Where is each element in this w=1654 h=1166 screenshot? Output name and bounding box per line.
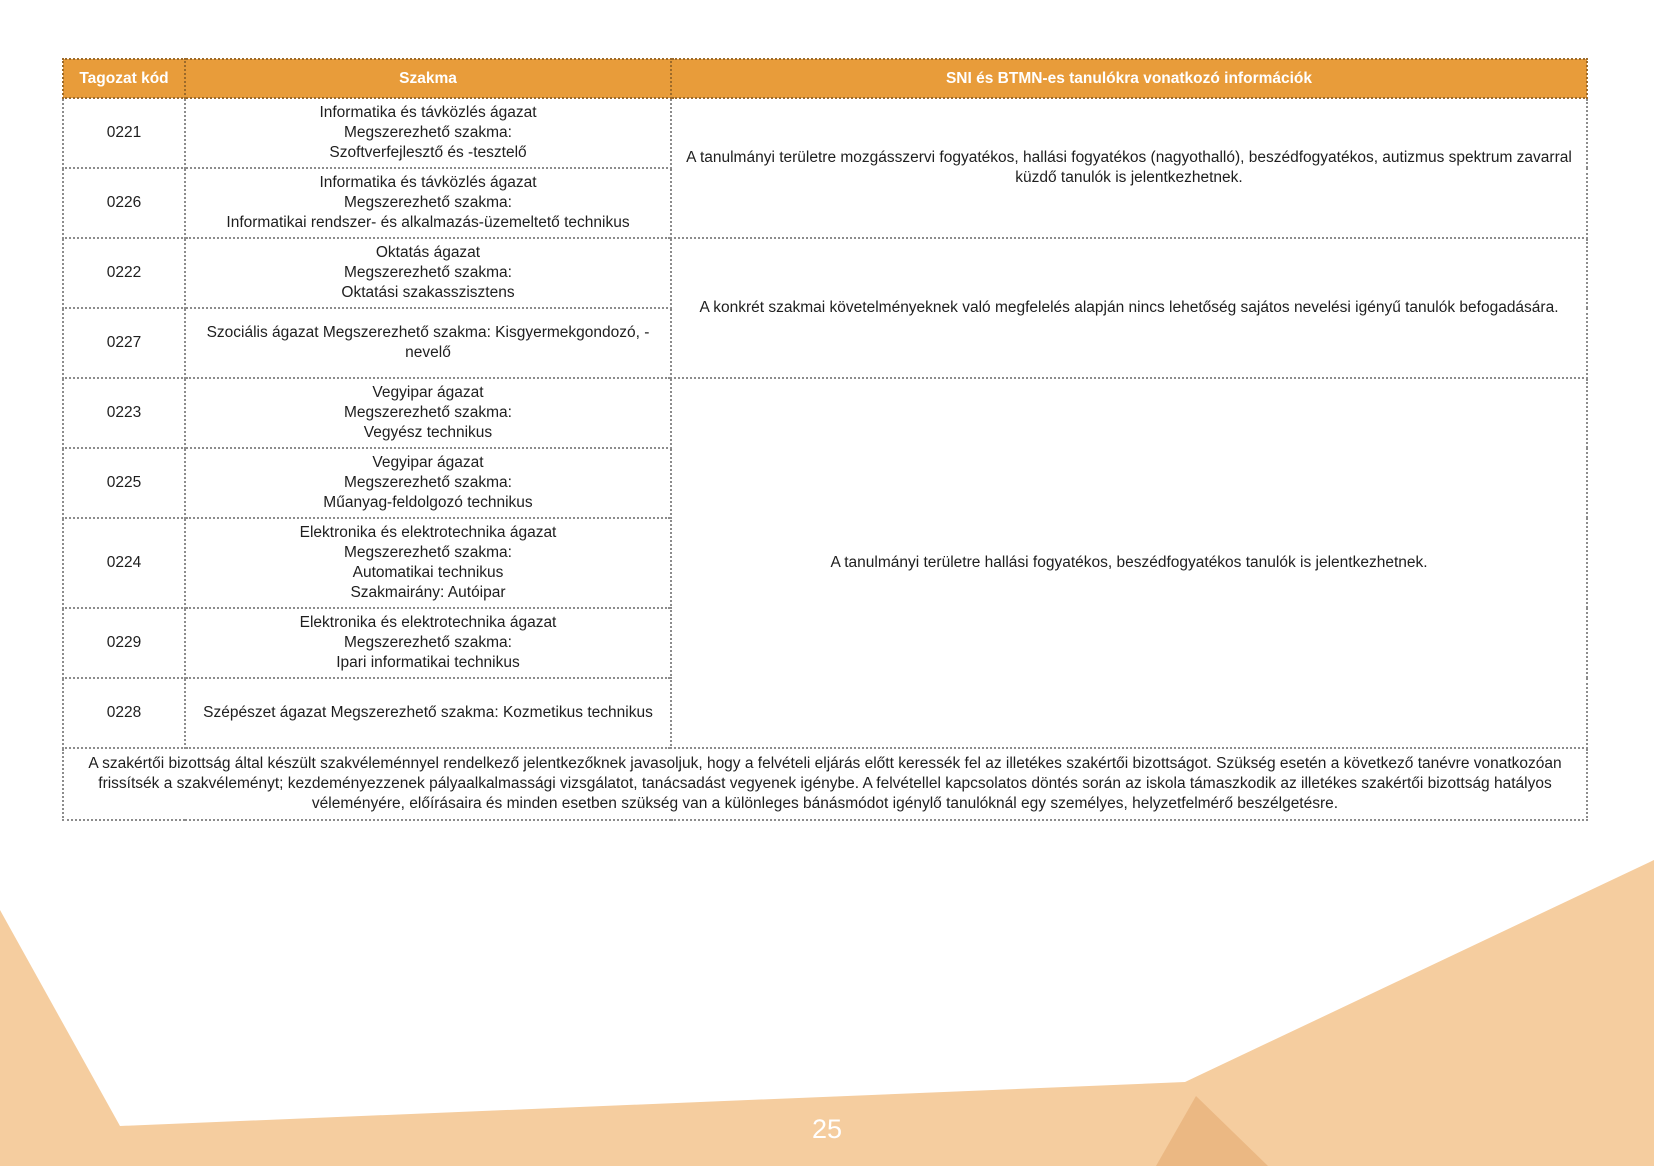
profession-line: Vegyipar ágazat	[372, 454, 484, 471]
profession-line: Vegyész technikus	[363, 424, 493, 441]
row-code: 0224	[63, 518, 185, 608]
row-profession	[185, 448, 671, 518]
row-code: 0229	[63, 608, 185, 678]
profession-line: Ipari informatikai technikus	[336, 654, 520, 671]
footer-note: A szakértői bizottság által készült szakvéleménnyel rendelkező jelentkezőknek javasoljuk, hogy a felvételi eljárás előtt keressék fel az illetékes szakértői bizottságot. Szükség esetén a következő tanévre vonatkozóan frissítsék a szakvéleményt; kezdeményezzenek pályaalkalmassági vizsgálatot, tanácsadást vegyenek igénybe. A felvétellel kapcsolatos döntés során az iskola támaszkodik az illetékes szakértői bizottság hatályos véleményére, előírásaira és minden esetben szükség van a különleges bánásmódot igénylő tanulóknál egy személyes, helyzetfelmérő beszélgetésre.	[63, 748, 1587, 820]
row-profession: Szociális ágazat Megszerezhető szakma: Kisgyermekgondozó, -nevelő	[185, 308, 671, 378]
row-code: 0223	[63, 378, 185, 448]
row-profession	[185, 608, 671, 678]
profession-line: Megszerezhető szakma:	[344, 544, 512, 561]
profession-line: Megszerezhető szakma:	[344, 124, 512, 141]
table-row	[63, 98, 1587, 168]
profession-line: Oktatás ágazat	[375, 244, 481, 261]
table-row	[63, 238, 1587, 308]
profession-line: Informatika és távközlés ágazat	[319, 174, 537, 191]
table-header-row	[63, 59, 1587, 98]
row-code: 0227	[63, 308, 185, 378]
row-code: 0226	[63, 168, 185, 238]
header-profession: Szakma	[185, 59, 671, 98]
sni-info-table	[62, 58, 1588, 821]
info-group-1: A tanulmányi területre mozgásszervi fogyatékos, hallási fogyatékos (nagyothalló), beszédfogyatékos, autizmus spektrum zavarral küzdő tanulók is jelentkezhetnek.	[671, 98, 1587, 238]
row-code: 0228	[63, 678, 185, 748]
decor-shape-left	[0, 910, 120, 1126]
profession-line: Megszerezhető szakma:	[344, 264, 512, 281]
profession-line: Megszerezhető szakma:	[344, 404, 512, 421]
profession-line: Elektronika és elektrotechnika ágazat	[299, 614, 557, 631]
row-profession	[185, 518, 671, 608]
profession-line: Szoftverfejlesztő és -tesztelő	[329, 144, 527, 161]
header-code: Tagozat kód	[63, 59, 185, 98]
profession-line: Megszerezhető szakma:	[344, 474, 512, 491]
row-code: 0222	[63, 238, 185, 308]
row-profession	[185, 378, 671, 448]
profession-line: Automatikai technikus	[352, 564, 504, 581]
profession-line: Vegyipar ágazat	[372, 384, 484, 401]
row-code: 0221	[63, 98, 185, 168]
page-number: 25	[811, 1114, 843, 1144]
profession-line: Elektronika és elektrotechnika ágazat	[299, 524, 557, 541]
profession-line: Oktatási szakasszisztens	[341, 284, 515, 301]
table-footer-row	[63, 748, 1587, 820]
row-profession: Szépészet ágazat Megszerezhető szakma: Kozmetikus technikus	[185, 678, 671, 748]
profession-line: Informatikai rendszer- és alkalmazás-üzemeltető technikus	[226, 214, 630, 231]
row-profession	[185, 238, 671, 308]
row-code: 0225	[63, 448, 185, 518]
profession-line: Szakmairány: Autóipar	[350, 584, 506, 601]
info-group-3: A tanulmányi területre hallási fogyatékos, beszédfogyatékos tanulók is jelentkezhetnek.	[671, 378, 1587, 748]
profession-line: Informatika és távközlés ágazat	[319, 104, 537, 121]
header-info: SNI és BTMN-es tanulókra vonatkozó információk	[671, 59, 1587, 98]
profession-line: Műanyag-feldolgozó technikus	[323, 494, 533, 511]
table-row	[63, 378, 1587, 448]
row-profession	[185, 98, 671, 168]
row-profession	[185, 168, 671, 238]
info-group-2: A konkrét szakmai követelményeknek való megfelelés alapján nincs lehetőség sajátos nevelési igényű tanulók befogadására.	[671, 238, 1587, 378]
profession-line: Megszerezhető szakma:	[344, 634, 512, 651]
profession-line: Megszerezhető szakma:	[344, 194, 512, 211]
